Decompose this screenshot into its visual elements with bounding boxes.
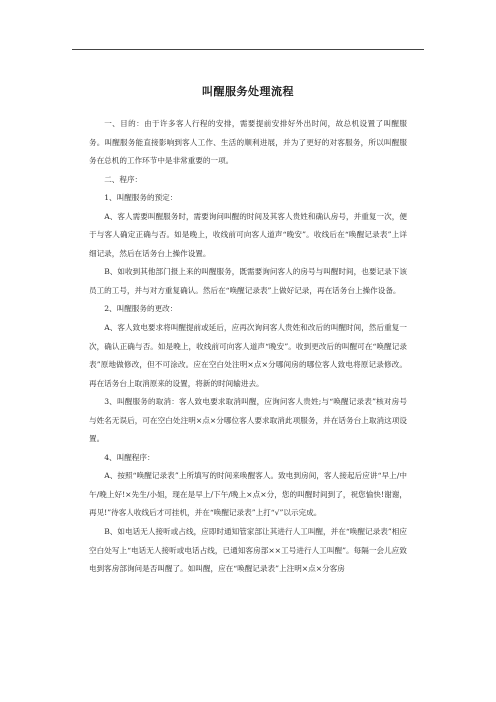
paragraph-section-3: 3、叫醒服务的取消：客人致电要求取消叫醒，应询问客人贵姓;与“唤醒记录表”核对房号与姓名无误后，可在空白处注明×点×分哪位客人要求取消此项服务，并在话务台上取消这项设置。 bbox=[89, 397, 407, 444]
page-title: 叫醒服务处理流程 bbox=[202, 85, 294, 98]
paragraph-1b: B、如收到其他部门报上来的叫醒服务，既需要询问客人的房号与叫醒时间，也要记录下该员工的工号，并与对方重复确认。然后在“唤醒记录表”上做好记录，再在话务台上操作设备。 bbox=[89, 267, 407, 295]
paragraph-4b: B、如电话无人接听或占线，应即时通知管家部让其进行人工叫醒，并在“唤醒记录表”相应空白处写上“电话无人接听或电话占线，已通知客房部××工号进行人工叫醒”。每隔一会儿应致电到客房部询问是否叫醒了。如叫醒，应在“唤醒记录表”上注明×点×分客房 bbox=[89, 527, 407, 574]
paragraph-section-1: 1、叫醒服务的预定： bbox=[104, 193, 178, 203]
paragraph-section-4: 4、叫醒程序： bbox=[104, 452, 155, 462]
paragraph-2a: A、客人致电要求将叫醒提前或延后，应再次询问客人贵姓和改后的叫醒时间，然后重复一次，确认正确与否。如是晚上，收线前可向客人道声“晚安”。收到更改后的叫醒可在“唤醒记录表”原地做修改，但不可涂改。应在空白处注明×点×分哪间房的哪位客人致电将原记录修改。再在话务台上取消原来的设置，将新的时间输进去。 bbox=[89, 323, 407, 388]
paragraph-purpose: 一、目的：由于许多客人行程的安排，需要提前安排好外出时间，故总机设置了叫醒服务。叫醒服务能直接影响到客人工作、生活的顺利进展，并为了更好的对客服务，所以叫醒服务在总机的工作环节中是非常重要的一项。 bbox=[89, 119, 407, 166]
paragraph-4a: A、按照“唤醒记录表”上所填写的时间来唤醒客人。致电到房间，客人接起后应讲“早上/中午/晚上好!×先生/小姐，现在是早上/下午/晚上×点×分，您的叫醒时间到了，祝您愉快!谢谢，再见!”待客人收线后才可挂机，并在“唤醒记录表”上打“√”以示完成。 bbox=[89, 471, 407, 518]
paragraph-section-2: 2、叫醒服务的更改： bbox=[104, 304, 178, 314]
paragraph-1a: A、客人需要叫醒服务时，需要询问叫醒的时间及其客人贵姓和确认房号，并重复一次，便于与客人确定正确与否。如是晚上，收线前可向客人道声“晚安”。收线后在“唤醒记录表”上详细记录，然后在话务台上操作设置。 bbox=[89, 211, 407, 258]
document-body bbox=[89, 115, 407, 579]
header-rule bbox=[72, 49, 424, 50]
paragraph-procedure-heading: 二、程序： bbox=[104, 174, 143, 184]
